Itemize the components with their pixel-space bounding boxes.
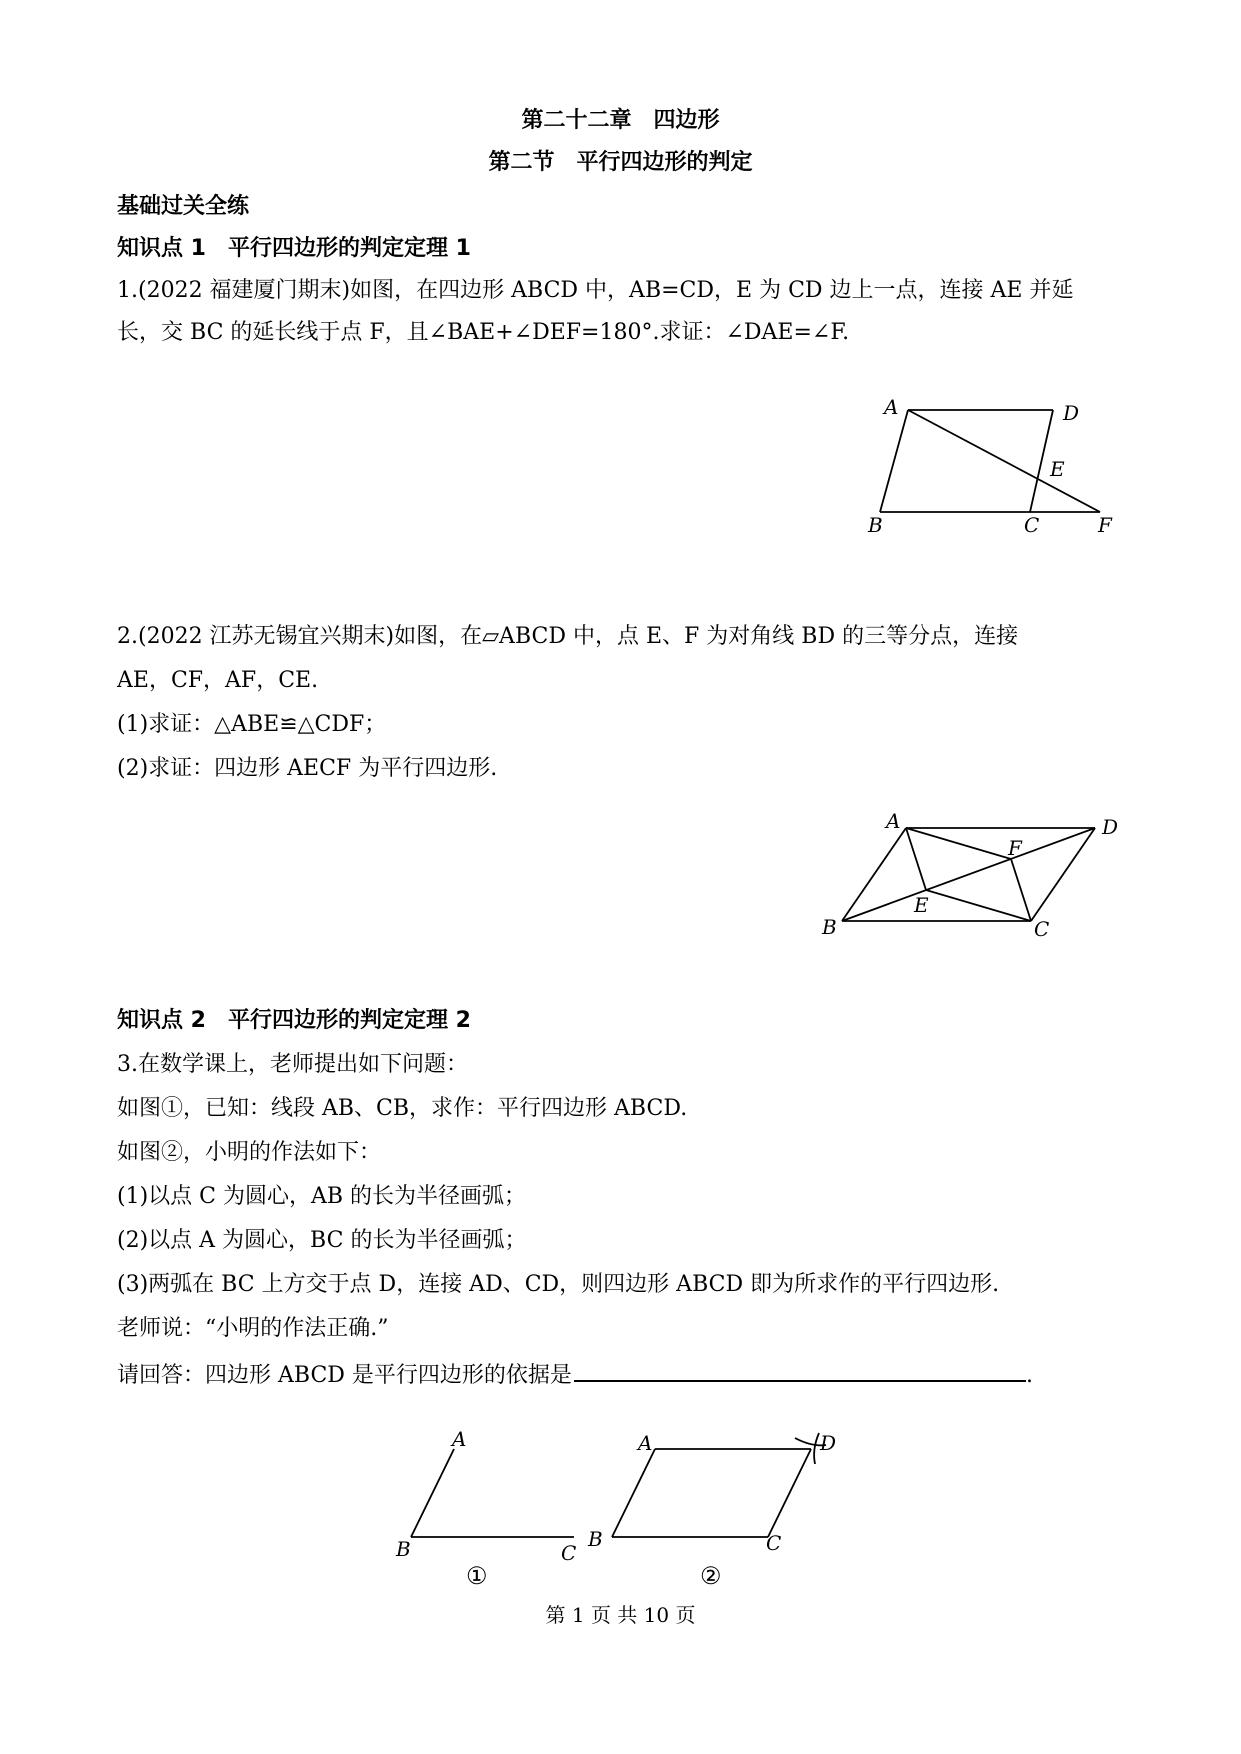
- fig1-label-c: C: [561, 1541, 577, 1565]
- fig1-caption: ①: [466, 1562, 488, 1590]
- q2-label-a: A: [886, 809, 901, 833]
- q3-step2: (2)以点 A 为圆心，BC 的长为半径画弧；: [117, 1228, 527, 1253]
- kp1-heading: 知识点 1 平行四边形的判定定理 1: [117, 236, 471, 261]
- q1-label-e: E: [1050, 457, 1065, 481]
- q3-line2: 如图①，已知：线段 AB、CB，求作：平行四边形 ABCD.: [117, 1096, 688, 1121]
- q1-label-a: A: [884, 395, 899, 419]
- q2-part2: (2)求证：四边形 AECF 为平行四边形.: [117, 756, 498, 781]
- fig2-label-a: A: [638, 1431, 653, 1455]
- q3-teacher: 老师说：“小明的作法正确.”: [117, 1316, 389, 1341]
- q1-line1: 1.(2022 福建厦门期末)如图，在四边形 ABCD 中，AB=CD，E 为 CD 边上一点，连接 AE 并延: [117, 278, 1074, 303]
- kp2-heading: 知识点 2 平行四边形的判定定理 2: [117, 1008, 471, 1033]
- q3-line3: 如图②，小明的作法如下：: [117, 1140, 382, 1165]
- fig1-label-b: B: [396, 1537, 411, 1561]
- q2-line2: AE，CF，AF，CE.: [117, 668, 319, 693]
- q2-line1: 2.(2022 江苏无锡宜兴期末)如图，在▱ABCD 中，点 E、F 为对角线 BD 的三等分点，连接: [117, 624, 1019, 649]
- q3-step3: (3)两弧在 BC 上方交于点 D，连接 AD、CD，则四边形 ABCD 即为所求作的平行四边形.: [117, 1272, 1000, 1297]
- q2-label-d: D: [1102, 815, 1119, 839]
- practice-heading: 基础过关全练: [117, 194, 250, 219]
- q3-line1: 3.在数学课上，老师提出如下问题：: [117, 1052, 468, 1077]
- section-title: 第二节 平行四边形的判定: [488, 150, 753, 175]
- q2-label-f: F: [1008, 836, 1022, 860]
- q3-question-end: .: [1025, 1363, 1033, 1388]
- chapter-title: 第二十二章 四边形: [521, 108, 720, 133]
- q2-label-b: B: [822, 915, 837, 939]
- fig2-label-c: C: [766, 1531, 782, 1555]
- q1-label-d: D: [1063, 401, 1080, 425]
- q1-label-b: B: [868, 513, 883, 537]
- fig2-label-d: D: [820, 1431, 837, 1455]
- q2-label-c: C: [1034, 917, 1050, 941]
- q3-step1: (1)以点 C 为圆心，AB 的长为半径画弧；: [117, 1184, 527, 1209]
- fig2-caption: ②: [700, 1562, 722, 1590]
- q1-label-f: F: [1098, 513, 1112, 537]
- page-footer: 第 1 页 共 10 页: [545, 1603, 696, 1627]
- q2-label-e: E: [914, 893, 929, 917]
- q3-question-text: 请回答：四边形 ABCD 是平行四边形的依据是: [117, 1363, 572, 1388]
- q1-line2: 长，交 BC 的延长线于点 F，且∠BAE+∠DEF=180°.求证：∠DAE=∠F.: [117, 320, 850, 345]
- fig2-label-b: B: [588, 1527, 603, 1551]
- q1-label-c: C: [1024, 513, 1040, 537]
- q2-part1: (1)求证：△ABE≌△CDF；: [117, 712, 387, 737]
- fig1-label-a: A: [452, 1427, 467, 1451]
